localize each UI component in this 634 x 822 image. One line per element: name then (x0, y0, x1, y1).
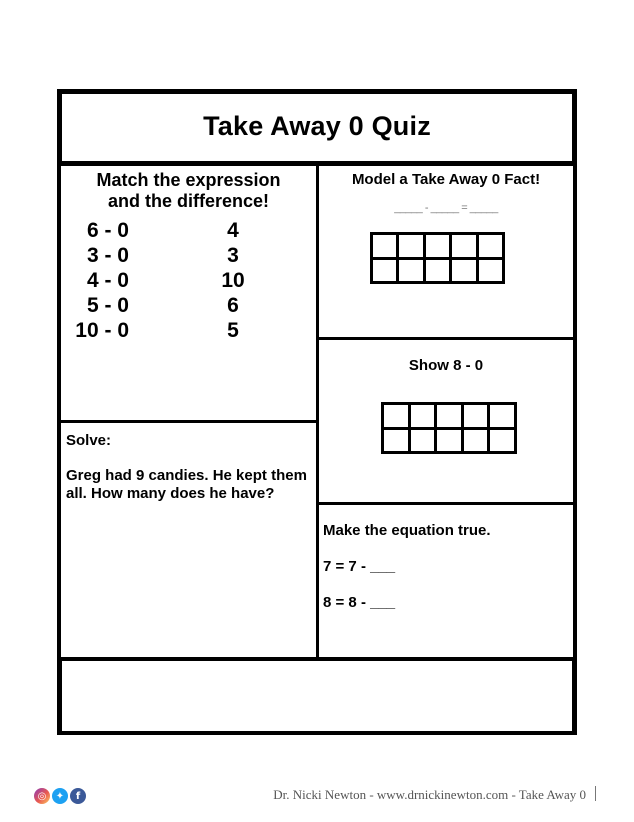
instagram-icon[interactable]: ◎ (34, 788, 50, 804)
show-section (316, 337, 576, 505)
match-expression[interactable]: 10 - 0 (75, 319, 129, 342)
blank-equation[interactable]: _____ - _____ = _____ (394, 202, 498, 214)
match-heading (61, 170, 316, 212)
ten-frame-cell[interactable] (479, 235, 502, 257)
match-row (61, 319, 316, 344)
match-row (61, 294, 316, 319)
ten-frame-cell[interactable] (399, 260, 422, 282)
ten-frame-cell[interactable] (437, 430, 461, 452)
match-expression[interactable]: 6 - 0 (86, 219, 129, 242)
match-row (61, 244, 316, 269)
match-row (61, 219, 316, 244)
match-difference[interactable]: 6 (227, 294, 239, 317)
footer-divider (595, 786, 596, 801)
ten-frame-cell[interactable] (490, 430, 514, 452)
ten-frame[interactable] (381, 402, 517, 454)
ten-frame-cell[interactable] (464, 430, 488, 452)
match-heading-line-1: Match the expression (96, 170, 281, 190)
ten-frame-cell[interactable] (479, 260, 502, 282)
match-expression[interactable]: 4 - 0 (86, 269, 129, 292)
title-box (58, 90, 576, 165)
ten-frame[interactable] (370, 232, 505, 284)
ten-frame-cell[interactable] (426, 235, 449, 257)
equation-line[interactable]: 7 = 7 - ___ (323, 558, 396, 575)
footer-credit: Dr. Nicki Newton - www.drnickinewton.com - Take Away 0 (273, 787, 586, 802)
ten-frame-cell[interactable] (411, 405, 435, 427)
show-heading: Show 8 - 0 (408, 357, 484, 374)
match-row (61, 269, 316, 294)
footer (0, 782, 634, 810)
match-expression[interactable]: 5 - 0 (86, 294, 129, 317)
match-section (58, 163, 319, 423)
social-icons (34, 788, 86, 804)
model-heading: Model a Take Away 0 Fact! (351, 171, 541, 188)
ten-frame-cell[interactable] (490, 405, 514, 427)
equation-section (316, 502, 576, 660)
model-section (316, 163, 576, 340)
match-expression[interactable]: 3 - 0 (86, 244, 129, 267)
solve-section (58, 420, 319, 660)
match-difference[interactable]: 4 (227, 219, 239, 242)
ten-frame-cell[interactable] (437, 405, 461, 427)
ten-frame-cell[interactable] (384, 430, 408, 452)
solve-label: Solve: (66, 432, 112, 449)
ten-frame-cell[interactable] (384, 405, 408, 427)
ten-frame-cell[interactable] (464, 405, 488, 427)
ten-frame-cell[interactable] (373, 235, 396, 257)
ten-frame-cell[interactable] (452, 235, 475, 257)
match-heading-line-2: and the difference! (107, 191, 270, 211)
ten-frame-cell[interactable] (452, 260, 475, 282)
equation-line[interactable]: 8 = 8 - ___ (323, 594, 396, 611)
match-difference[interactable]: 3 (227, 244, 239, 267)
ten-frame-cell[interactable] (426, 260, 449, 282)
ten-frame-cell[interactable] (399, 235, 422, 257)
facebook-icon[interactable]: f (70, 788, 86, 804)
ten-frame-cell[interactable] (411, 430, 435, 452)
word-problem: Greg had 9 candies. He kept them all. How many does he have? (66, 467, 307, 502)
match-difference[interactable]: 5 (227, 319, 239, 342)
ten-frame-cell[interactable] (373, 260, 396, 282)
answer-box[interactable] (58, 657, 576, 735)
match-difference[interactable]: 10 (221, 269, 245, 292)
twitter-icon[interactable]: ✦ (52, 788, 68, 804)
page-title: Take Away 0 Quiz (203, 111, 431, 141)
equation-heading: Make the equation true. (323, 522, 491, 539)
